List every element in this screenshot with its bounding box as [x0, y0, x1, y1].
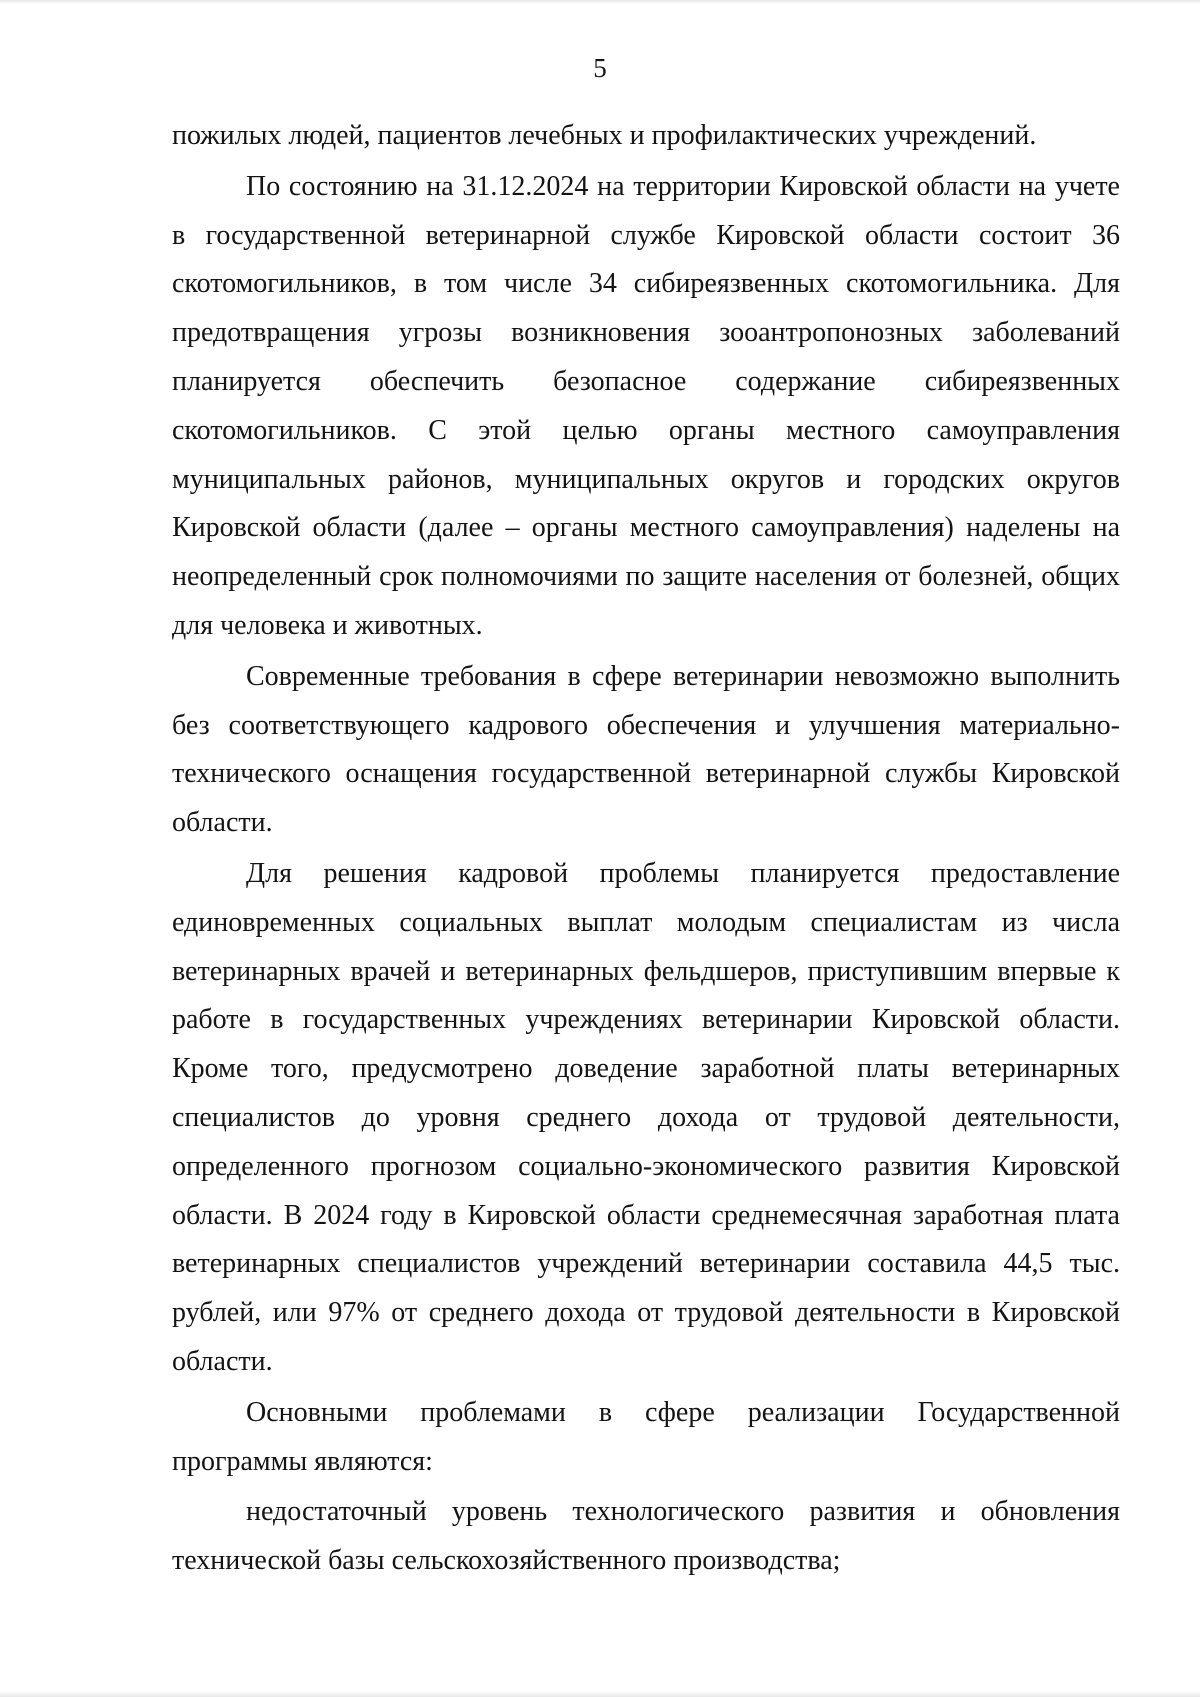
page-number: 5	[593, 53, 607, 83]
paragraph-problem-item-technology: недостаточный уровень технологического развития и обновления технической базы сельскохозяйственного производства;	[172, 1496, 1120, 1577]
paragraph-cattle-burial-grounds: По состоянию на 31.12.2024 на территории Кировской области на учете в государственной ветеринарной службе Кировской области состоит 36 скотомогильников, в том числе 34 сибиреязвенных скотомогильника. Для предотвращения угрозы возникновения зооантропонозных заболеваний планируется обеспечить безопасное содержание сибиреязвенных скотомогильников. С этой целью органы местного самоуправления муниципальных районов, муниципальных округов и городских округов Кировской области (далее – органы местного самоуправления) наделены на неопределенный срок полномочиями по защите населения от болезней, общих для человека и животных.	[172, 170, 1120, 641]
scan-edge-bottom	[0, 1691, 1200, 1697]
document-body	[172, 112, 1120, 1586]
paragraph-modern-requirements: Современные требования в сфере ветеринарии невозможно выполнить без соответствующего кадрового обеспечения и улучшения материально-технического оснащения государственной ветеринарной службы Кировской области.	[172, 660, 1120, 839]
scan-edge-top	[0, 0, 1200, 4]
paragraph-continuation: пожилых людей, пациентов лечебных и профилактических учреждений.	[172, 120, 1037, 151]
paragraph-main-problems: Основными проблемами в сфере реализации Государственной программы являются:	[172, 1396, 1120, 1477]
paragraph-staffing-problem: Для решения кадровой проблемы планируется предоставление единовременных социальных выплат молодым специалистам из числа ветеринарных врачей и ветеринарных фельдшеров, приступившим впервые к работе в государственных учреждениях ветеринарии Кировской области. Кроме того, предусмотрено доведение заработной платы ветеринарных специалистов до уровня среднего дохода от трудовой деятельности, определенного прогнозом социально-экономического развития Кировской области. В 2024 году в Кировской области среднемесячная заработная плата ветеринарных специалистов учреждений ветеринарии составила 44,5 тыс. рублей, или 97% от среднего дохода от трудовой деятельности в Кировской области.	[172, 857, 1120, 1377]
